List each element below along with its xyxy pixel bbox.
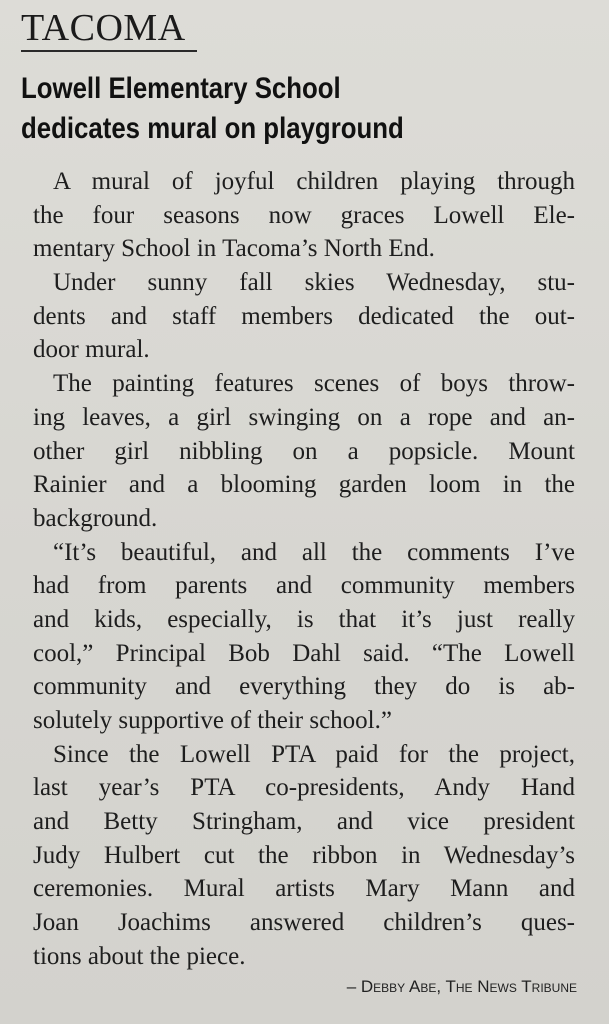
text-line: mentary School in Tacoma’s North End.: [33, 235, 435, 263]
text-line: had from parents and community members: [33, 572, 575, 600]
text-line: solutely supportive of their school.”: [33, 707, 392, 734]
section-rule: [21, 50, 197, 52]
headline-line-1: Lowell Elementary School: [21, 72, 341, 105]
text-line: Joan Joachims answered children’s ques-: [33, 909, 575, 937]
paragraph-2: [33, 266, 575, 367]
text-line: door mural.: [33, 336, 150, 364]
text-line: and Betty Stringham, and vice president: [33, 808, 575, 836]
text-line: Since the Lowell PTA paid for the project,: [53, 740, 575, 768]
text-line: dents and staff members dedicated the out-: [33, 302, 575, 330]
text-line: ceremonies. Mural artists Mary Mann and: [33, 875, 575, 903]
text-line: other girl nibbling on a popsicle. Mount: [33, 437, 575, 465]
section-label: TACOMA: [21, 7, 186, 49]
paragraph-1: [33, 165, 575, 266]
text-line: ing leaves, a girl swinging on a rope and an-: [33, 403, 575, 431]
text-line: “It’s beautiful, and all the comments I’ve: [53, 538, 575, 566]
text-line: Under sunny fall skies Wednesday, stu-: [53, 269, 575, 297]
text-line: and kids, especially, is that it’s just really: [33, 605, 575, 633]
text-line: The painting features scenes of boys throw-: [53, 370, 575, 398]
headline-line-2: dedicates mural on playground: [21, 112, 404, 145]
text-line: the four seasons now graces Lowell Ele-: [33, 201, 575, 229]
text-line: Judy Hulbert cut the ribbon in Wednesday’s: [33, 841, 575, 869]
article-body: [33, 165, 575, 974]
paragraph-4: [33, 536, 575, 738]
headline: [21, 69, 511, 149]
paragraph-5: [33, 738, 575, 974]
text-line: A mural of joyful children playing through: [53, 168, 575, 195]
byline-text: – Debby Abe, The News Tribune: [346, 977, 577, 996]
text-line: background.: [33, 504, 158, 532]
paragraph-3: [33, 367, 575, 535]
text-line: community and everything they do is ab-: [33, 673, 575, 701]
text-line: cool,” Principal Bob Dahl said. “The Lowell: [33, 639, 575, 667]
byline: [347, 976, 577, 998]
text-line: Rainier and a blooming garden loom in the: [33, 471, 575, 499]
text-line: last year’s PTA co-presidents, Andy Hand: [33, 774, 575, 802]
text-line: tions about the piece.: [33, 942, 246, 970]
